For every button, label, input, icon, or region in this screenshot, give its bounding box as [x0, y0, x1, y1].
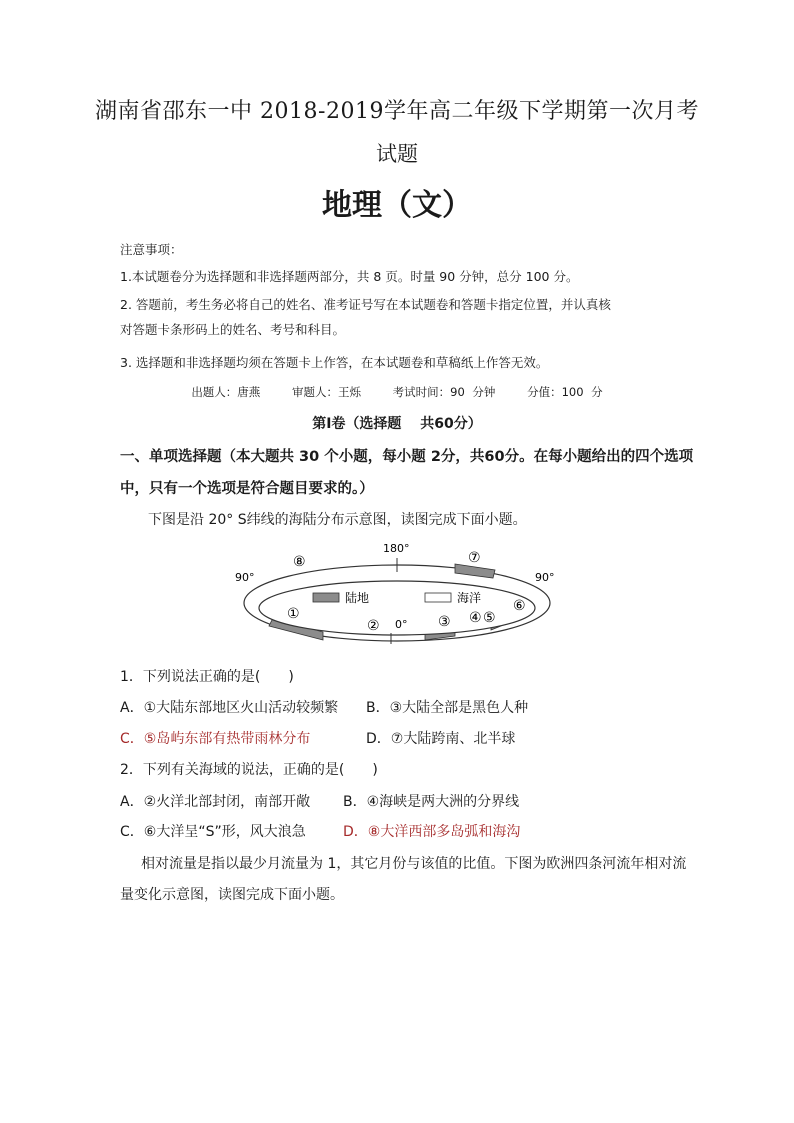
instruction-line1: 一、单项选择题（本大题共 30 个小题，每小题 2分，共60分。在每小题给出的四个选项: [120, 449, 694, 465]
meta-author: 出题人：唐燕: [191, 385, 261, 399]
exam-title: 湖南省邵东一中 2018-2019学年高二年级下学期第一次月考: [95, 99, 699, 124]
legend-sea-swatch: [425, 593, 451, 602]
latitude-diagram: [225, 536, 565, 656]
label-n4: ④: [469, 610, 482, 626]
note-item-1: 1.本试题卷分为选择题和非选择题两部分，共 8 页。时量 90 分钟，总分 100 分。: [120, 269, 579, 284]
intro-paragraph-2-line2: 量变化示意图，读图完成下面小题。: [120, 887, 344, 903]
subject-title: 地理（文）: [322, 188, 472, 223]
exam-meta: [0, 384, 794, 400]
meta-score: 分值：100 分: [527, 385, 603, 399]
question-1-option-a: A．①大陆东部地区火山活动较频繁: [120, 700, 339, 716]
question-2-stem: 2．下列有关海域的说法，正确的是( ): [120, 762, 378, 778]
question-1-option-d: D．⑦大陆跨南、北半球: [366, 731, 516, 747]
legend-land-swatch: [313, 593, 339, 602]
label-n6: ⑥: [513, 598, 526, 614]
label-n8: ⑧: [293, 554, 306, 570]
question-2-option-a: A．②火洋北部封闭，南部开敞: [120, 794, 311, 810]
label-180: 180°: [383, 542, 410, 555]
exam-title-line2: 试题: [376, 142, 418, 166]
label-n2: ②: [367, 618, 380, 634]
question-1-option-b: B．③大陆全部是黑色人种: [366, 700, 529, 716]
label-0: 0°: [395, 618, 408, 631]
instruction-line2: 中，只有一个选项是符合题目要求的。）: [120, 481, 374, 497]
label-n7: ⑦: [468, 550, 481, 566]
legend-land-label: 陆地: [345, 591, 370, 605]
label-90-right: 90°: [535, 571, 555, 584]
question-2-option-c: C．⑥大洋呈“S”形，风大浪急: [120, 824, 306, 840]
notes-heading: 注意事项：: [120, 242, 183, 257]
label-n1: ①: [287, 606, 300, 622]
question-2-option-b: B．④海峡是两大洲的分界线: [343, 794, 520, 810]
label-90-left: 90°: [235, 571, 255, 584]
note-item-2a: 2. 答题前，考生务必将自己的姓名、准考证号写在本试题卷和答题卡指定位置，并认真核: [120, 297, 611, 312]
question-2-option-d: D．⑧大洋西部多岛弧和海沟: [343, 824, 521, 840]
question-1-option-c: C．⑤岛屿东部有热带雨林分布: [120, 731, 311, 747]
note-item-2b: 对答题卡条形码上的姓名、考号和科目。: [120, 322, 346, 337]
note-item-3: 3. 选择题和非选择题均须在答题卡上作答，在本试题卷和草稿纸上作答无效。: [120, 355, 549, 370]
label-n5: ⑤: [483, 610, 496, 626]
legend-sea-label: 海洋: [457, 591, 482, 605]
meta-time: 考试时间：90 分钟: [392, 385, 496, 399]
intro-paragraph-2-line1: 相对流量是指以最少月流量为 1，其它月份与该值的比值。下图为欧洲四条河流年相对流: [141, 856, 687, 872]
section-title: 第Ⅰ卷（选择题 共60分）: [312, 416, 482, 432]
meta-reviewer: 审题人：王烁: [291, 385, 361, 399]
intro-paragraph-1: 下图是沿 20° S纬线的海陆分布示意图，读图完成下面小题。: [148, 512, 527, 528]
question-1-stem: 1．下列说法正确的是( ): [120, 669, 294, 685]
label-n3: ③: [438, 614, 451, 630]
